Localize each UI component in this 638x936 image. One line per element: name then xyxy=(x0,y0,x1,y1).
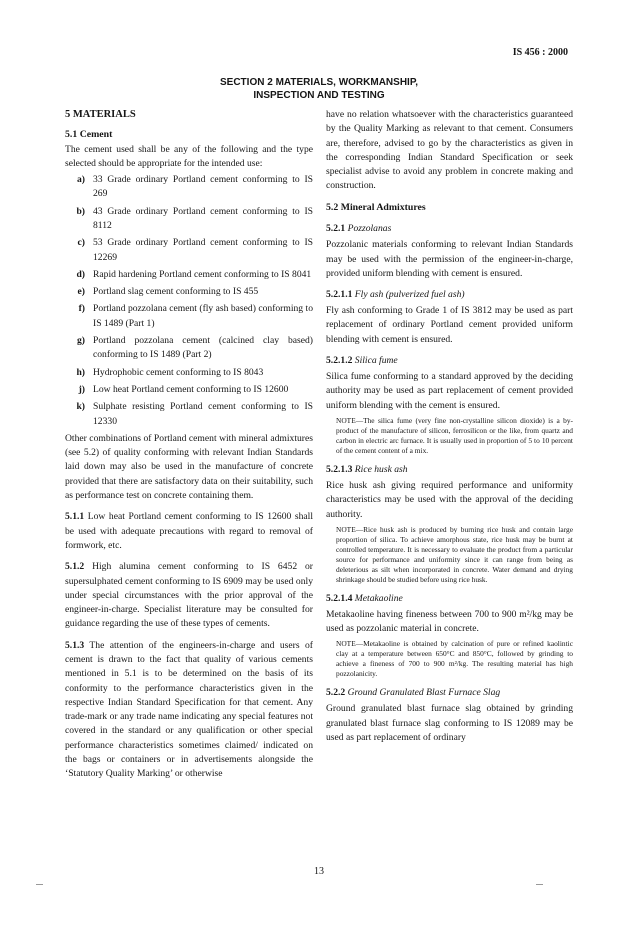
list-marker: g) xyxy=(77,335,85,347)
clause-title: Rice husk ash xyxy=(354,463,408,475)
section-heading-line1: SECTION 2 MATERIALS, WORKMANSHIP, xyxy=(220,77,418,88)
clause-text: The attention of the engineers-in-charge and users of cement is drawn to the fact that quality of various cements mentioned in 5.1 is to be determined on the basis of its conformity to the performance characteristics given in the respective Indian Standard Specification for that cement. Any trade-mark or any trade name indicating any special features not covered in the standard or any qualification or other special performance characteristics sometimes claimed/ indicated on the bags or containers or in advertisements alongside the ‘Statutory Quality Marking’ or otherwise xyxy=(65,639,313,780)
list-item xyxy=(65,334,313,363)
list-text: Portland pozzolana cement (fly ash based) conforming to IS 1489 (Part 1) xyxy=(93,303,313,329)
list-text: Sulphate resisting Portland cement conforming to IS 12330 xyxy=(93,401,313,427)
other-combinations-paragraph: Other combinations of Portland cement with mineral admixtures (see 5.2) of quality conforming with relevant Indian Standards laid down may also be used in the manufacture of concrete provided that there are satisfactory data on their suitability, such as performance test on concrete containing them. xyxy=(65,432,313,502)
list-text: Portland slag cement conforming to IS 455 xyxy=(93,286,259,298)
list-text: Portland pozzolana cement (calcined clay based) conforming to IS 1489 (Part 2) xyxy=(93,335,313,361)
cement-type-list xyxy=(65,173,313,429)
scan-mark xyxy=(536,884,543,885)
heading-rice-husk-ash xyxy=(326,463,573,476)
page-number: 13 xyxy=(314,866,324,877)
list-marker: j) xyxy=(78,383,85,395)
list-marker: b) xyxy=(76,205,85,217)
section-heading-line2: INSPECTION AND TESTING xyxy=(253,90,385,101)
clause-number: 5.2.1.3 xyxy=(326,463,353,475)
list-text: Low heat Portland cement conforming to IS 12600 xyxy=(93,383,289,395)
list-item xyxy=(65,400,313,429)
right-column xyxy=(326,108,573,745)
list-item xyxy=(65,383,313,397)
list-item xyxy=(65,285,313,299)
clause-number: 5.2.1.2 xyxy=(326,355,353,367)
list-text: Rapid hardening Portland cement conforming to IS 8041 xyxy=(93,268,312,280)
clause-title: Silica fume xyxy=(354,355,398,367)
clause-number: 5.2.1.4 xyxy=(326,592,353,604)
list-text: Hydrophobic cement conforming to IS 8043 xyxy=(93,366,264,378)
clause-number: 5.2.1.1 xyxy=(326,289,353,301)
metakaoline-note: NOTE—Metakaoline is obtained by calcination of pure or refined kaolintic clay at a temperature between 650°C and 850°C, followed by grinding to achieve a fineness of 700 to 900 m²/kg. The resulting material has high pozzolanicity. xyxy=(336,639,573,679)
ggbs-paragraph: Ground granulated blast furnace slag obtained by grinding granulated blast furnace slag conforming to IS 12089 may be used as part replacement of ordinary xyxy=(326,703,573,744)
clause-text: Low heat Portland cement conforming to IS 12600 shall be used with adequate precautions with regard to removal of formwork, etc. xyxy=(65,511,313,551)
heading-cement: 5.1 Cement xyxy=(65,129,113,140)
clause-title: Ground Granulated Blast Furnace Slag xyxy=(347,687,501,699)
cement-intro-paragraph: The cement used shall be any of the following and the type selected should be appropriate for the intended use: xyxy=(65,143,313,169)
list-marker: e) xyxy=(77,286,85,298)
clause-number: 5.1.1 xyxy=(65,511,85,523)
clause-number: 5.2.2 xyxy=(326,687,346,699)
list-marker: c) xyxy=(77,237,85,249)
list-item xyxy=(65,302,313,331)
list-item xyxy=(65,268,313,282)
heading-fly-ash xyxy=(326,288,573,301)
silica-fume-paragraph: Silica fume conforming to a standard approved by the deciding authority may be used as part replacement of cement provided uniform blending with the cement is ensured. xyxy=(326,371,573,411)
clause-5-1-2 xyxy=(65,560,313,631)
fly-ash-paragraph: Fly ash conforming to Grade 1 of IS 3812 may be used as part replacement of ordinary Portland cement provided uniform blending with cement is ensured. xyxy=(326,305,573,345)
section-heading xyxy=(0,76,638,102)
heading-materials: 5 MATERIALS xyxy=(65,109,136,120)
list-text: 43 Grade ordinary Portland cement conforming to IS 8112 xyxy=(93,205,313,231)
silica-fume-note: NOTE—The silica fume (very fine non-crystalline silicon dioxide) is a by-product of the manufacture of silicon, ferrosilicon or the like, from quartz and carbon in electric arc furnace. It is usually used in proportion of 5 to 10 percent of the cement content of a mix. xyxy=(336,415,573,455)
heading-silica-fume xyxy=(326,354,573,367)
rice-husk-ash-paragraph: Rice husk ash giving required performance and uniformity characteristics may be used with the approval of the deciding authority. xyxy=(326,479,573,520)
list-marker: d) xyxy=(76,268,85,280)
list-text: 33 Grade ordinary Portland cement conforming to IS 269 xyxy=(93,174,313,200)
metakaoline-paragraph: Metakaoline having fineness between 700 to 900 m²/kg may be used as pozzolanic material in concrete. xyxy=(326,608,573,635)
heading-ggbs xyxy=(326,686,573,699)
list-item xyxy=(65,366,313,380)
clause-text: High alumina cement conforming to IS 6452 or supersulphated cement conforming to IS 6909 may be used only under special circumstances with the prior approval of the engineer-in-charge. Specialist literature may be consulted for guidance regarding the use of these types of cements. xyxy=(65,561,313,630)
clause-number: 5.1.3 xyxy=(65,639,85,651)
clause-title: Metakaoline xyxy=(354,592,403,604)
clause-number: 5.2.1 xyxy=(326,223,346,235)
list-item xyxy=(65,236,313,265)
scan-mark xyxy=(36,884,43,885)
clause-title: Pozzolanas xyxy=(347,223,392,235)
clause-5-1-1 xyxy=(65,510,313,553)
list-marker: f) xyxy=(78,303,85,315)
page-header-standard: IS 456 : 2000 xyxy=(512,47,568,58)
list-text: 53 Grade ordinary Portland cement conforming to IS 12269 xyxy=(93,237,313,263)
list-item xyxy=(65,173,313,202)
left-column xyxy=(65,108,313,782)
pozzolanas-paragraph: Pozzolanic materials conforming to relevant Indian Standards may be used with the permission of the engineer-in-charge, provided uniform blending with cement is ensured. xyxy=(326,239,573,279)
list-marker: a) xyxy=(77,174,85,186)
clause-5-1-3 xyxy=(65,639,313,782)
continued-paragraph: have no relation whatsoever with the characteristics guaranteed by the Quality Marking as relevant to that cement. Consumers are, therefore, advised to go by the characteristics as given in the corresponding Indian Standard Specification or seek specialist advise to avoid any problem in concrete making and construction. xyxy=(326,109,573,192)
list-marker: h) xyxy=(76,366,85,378)
heading-mineral-admixtures: 5.2 Mineral Admixtures xyxy=(326,201,426,213)
heading-metakaoline xyxy=(326,592,573,605)
clause-number: 5.1.2 xyxy=(65,561,85,573)
rice-husk-ash-note: NOTE—Rice husk ash is produced by burning rice husk and contain large proportion of silica. To achieve amorphous state, rice husk may be burnt at controlled temperature. It is necessary to evaluate the product from a particular source for performance and uniformity since it can range from being as deleterious as silt when incorporated in concrete. Water demand and drying shrinkage should be studied before using rice husk. xyxy=(336,524,573,584)
list-item xyxy=(65,205,313,234)
heading-pozzolanas xyxy=(326,222,573,235)
clause-title: Fly ash (pulverized fuel ash) xyxy=(354,289,465,301)
list-marker: k) xyxy=(76,401,85,413)
